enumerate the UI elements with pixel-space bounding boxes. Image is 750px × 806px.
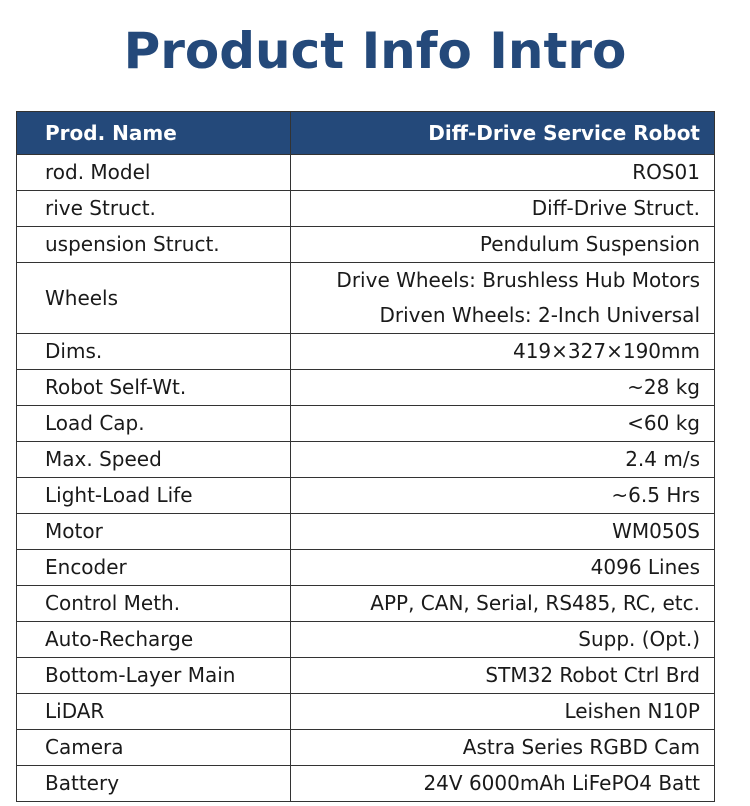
table-row (17, 191, 715, 227)
spec-value-line: Drive Wheels: Brushless Hub Motors (336, 268, 700, 292)
spec-value-line: Supp. (Opt.) (578, 627, 700, 651)
header-value-cell: Diff-Drive Service Robot (291, 112, 715, 155)
spec-key-cell: Load Cap. (17, 406, 291, 442)
spec-value-cell (291, 442, 715, 478)
spec-value-cell (291, 658, 715, 694)
spec-value-cell (291, 622, 715, 658)
table-row (17, 370, 715, 406)
spec-value-cell (291, 766, 715, 802)
spec-value-line: ~28 kg (627, 375, 700, 399)
spec-value-line: 4096 Lines (590, 555, 700, 579)
spec-key-cell: Light-Load Life (17, 478, 291, 514)
table-row (17, 730, 715, 766)
spec-key-cell: Battery (17, 766, 291, 802)
spec-value-cell (291, 155, 715, 191)
spec-value-line: Leishen N10P (564, 699, 700, 723)
spec-key-cell: Max. Speed (17, 442, 291, 478)
spec-value-cell (291, 370, 715, 406)
spec-value-line: 24V 6000mAh LiFePO4 Batt (423, 771, 700, 795)
spec-key-cell: Bottom-Layer Main (17, 658, 291, 694)
spec-value-cell (291, 334, 715, 370)
spec-value-line: Diff-Drive Struct. (531, 196, 700, 220)
spec-value-line: Driven Wheels: 2-Inch Universal (379, 303, 700, 327)
spec-key-cell: rod. Model (17, 155, 291, 191)
spec-key-cell: Camera (17, 730, 291, 766)
table-row (17, 658, 715, 694)
spec-key-cell: Control Meth. (17, 586, 291, 622)
spec-key-cell: rive Struct. (17, 191, 291, 227)
spec-key-cell: Motor (17, 514, 291, 550)
spec-key-cell: LiDAR (17, 694, 291, 730)
table-row (17, 406, 715, 442)
table-header-row (17, 112, 715, 155)
spec-table (16, 111, 715, 802)
table-row (17, 514, 715, 550)
spec-value-line: ~6.5 Hrs (611, 483, 700, 507)
spec-value-line: Pendulum Suspension (479, 232, 700, 256)
spec-value-line: <60 kg (627, 411, 700, 435)
spec-value-line: ROS01 (632, 160, 700, 184)
spec-value-cell (291, 694, 715, 730)
spec-value-cell (291, 406, 715, 442)
spec-value-cell (291, 478, 715, 514)
spec-value-line: 419×327×190mm (512, 339, 700, 363)
spec-value-line: Astra Series RGBD Cam (462, 735, 700, 759)
table-row (17, 478, 715, 514)
table-row (17, 263, 715, 334)
spec-value-cell (291, 227, 715, 263)
spec-value-line: WM050S (612, 519, 700, 543)
table-row (17, 155, 715, 191)
table-row (17, 766, 715, 802)
table-row (17, 550, 715, 586)
spec-value-cell (291, 263, 715, 334)
spec-value-line: STM32 Robot Ctrl Brd (485, 663, 700, 687)
spec-key-cell: Encoder (17, 550, 291, 586)
page-title: Product Info Intro (123, 22, 627, 80)
spec-value-cell (291, 191, 715, 227)
table-row (17, 622, 715, 658)
table-row (17, 694, 715, 730)
table-row (17, 442, 715, 478)
header-key-cell: Prod. Name (17, 112, 291, 155)
table-row (17, 586, 715, 622)
table-row (17, 334, 715, 370)
spec-key-cell: Auto-Recharge (17, 622, 291, 658)
spec-key-cell: Wheels (17, 263, 291, 334)
spec-value-line: 2.4 m/s (625, 447, 700, 471)
spec-key-cell: Robot Self-Wt. (17, 370, 291, 406)
spec-key-cell: uspension Struct. (17, 227, 291, 263)
spec-value-cell (291, 550, 715, 586)
spec-value-cell (291, 514, 715, 550)
spec-table-body (17, 155, 715, 802)
spec-value-line: APP, CAN, Serial, RS485, RC, etc. (370, 591, 700, 615)
spec-value-cell (291, 730, 715, 766)
spec-value-cell (291, 586, 715, 622)
spec-key-cell: Dims. (17, 334, 291, 370)
table-row (17, 227, 715, 263)
